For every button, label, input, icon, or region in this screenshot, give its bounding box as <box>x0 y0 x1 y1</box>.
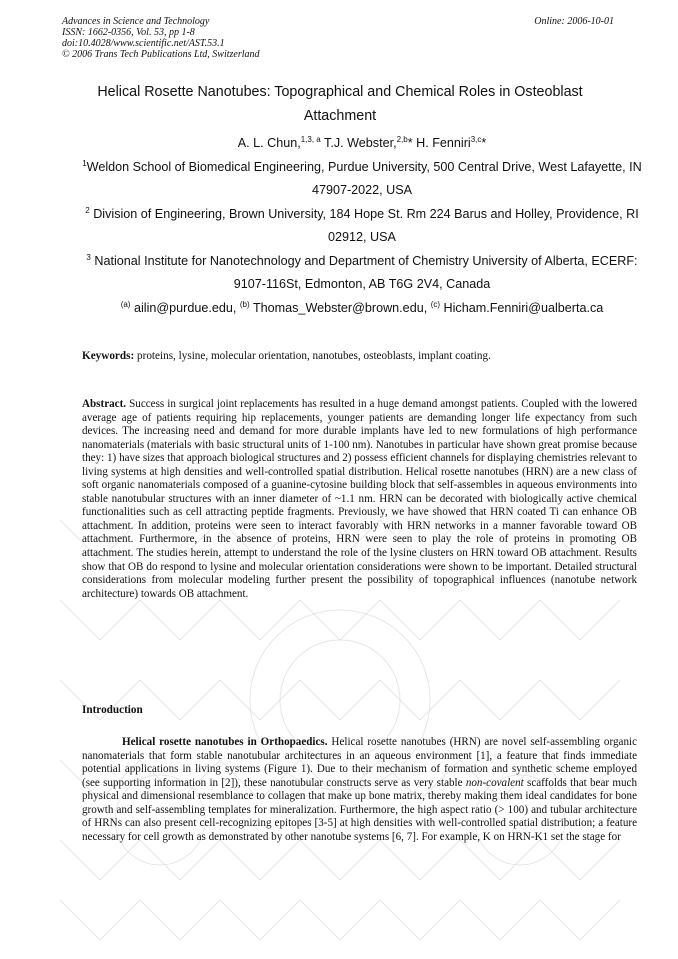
affiliation-2-sup: 2 <box>85 205 90 215</box>
affiliation-1-text: Weldon School of Biomedical Engineering, Purdue University, 500 Central Drive, West Lafayette, IN 47907-2022, USA <box>86 159 642 197</box>
issn-line: ISSN: 1662-0356, Vol. 53, pp 1-8 <box>62 27 195 38</box>
abstract-label: Abstract. <box>82 398 127 410</box>
keywords-text: proteins, lysine, molecular orientation, nanotubes, osteoblasts, implant coating. <box>134 350 491 362</box>
author-fenniri: * H. Fenniri <box>407 136 471 150</box>
affiliation-1 <box>82 156 642 203</box>
affiliation-3 <box>82 250 642 297</box>
affiliation-3-sup: 3 <box>86 252 91 262</box>
introduction-lead: Helical rosette nanotubes in Orthopaedics. <box>122 736 328 748</box>
keywords-paragraph <box>82 350 642 363</box>
email-c-sup: (c) <box>430 299 441 309</box>
abstract-paragraph <box>82 398 637 601</box>
affiliation-3-text: National Institute for Nanotechnology and Department of Chemistry University of Alberta, ECERF: 9107-116St, Edmonton, AB T6G 2V4, Canada <box>90 253 638 291</box>
affiliation-2 <box>82 203 642 250</box>
keywords-label: Keywords: <box>82 350 135 362</box>
email-b: Thomas_Webster@brown.edu, <box>249 300 431 315</box>
introduction-text-1: Helical rosette nanotubes (HRN) are novel self-assembling organic nanomaterials that form stable nanotubular architectures in an aqueous environment [1], a feature that finds immediate potential applications in living systems (Figure 1). Due to their mechanism of formation and synthetic scheme employed (see supporting information in [2]), these nanotubular constructs serve as very stable <box>82 736 637 789</box>
email-line <box>82 297 642 321</box>
paper-title: Helical Rosette Nanotubes: Topographical and Chemical Roles in Osteoblast Attachment <box>97 84 583 124</box>
author-chun: A. L. Chun, <box>237 136 301 150</box>
email-a-sup: (a) <box>120 299 131 309</box>
journal-name: Advances in Science and Technology <box>62 16 210 27</box>
doi-line: doi:10.4028/www.scientific.net/AST.53.1 <box>62 38 225 49</box>
author-webster: T.J. Webster, <box>320 136 397 150</box>
introduction-text-2: scaffolds that bear much physical and dimensional resemblance to collagen that make up bone matrix, thereby making them ideal candidates for bone growth and self-assembling templates for mineralization. Furthermore, the high aspect ratio (> 100) and tubular architecture of HRNs can also present cell-recognizing epitopes [3-5] at high densities with well-controlled spatial distribution; a feature necessary for cell growth as demonstrated by other nanotube systems [6, 7]. For example, K on HRN-K1 set the stage for <box>82 776 637 843</box>
introduction-italic-term: non-covalent <box>465 776 524 789</box>
email-b-sup: (b) <box>239 299 250 309</box>
copyright-line: © 2006 Trans Tech Publications Ltd, Switzerland <box>62 49 260 60</box>
email-c: Hicham.Fenniri@ualberta.ca <box>440 300 604 315</box>
introduction-paragraph <box>82 736 637 844</box>
authors-line <box>82 132 642 156</box>
introduction-heading: Introduction <box>82 704 143 716</box>
author-webster-sup: 2,b <box>396 135 408 144</box>
affiliation-2-text: Division of Engineering, Brown University, 184 Hope St. Rm 224 Barus and Holley, Providence, RI 02912, USA <box>89 206 639 244</box>
journal-header <box>62 16 622 60</box>
corresponding-mark: * <box>481 136 487 150</box>
abstract-text: Success in surgical joint replacements has resulted in a huge demand amongst patients. Coupled with the lowered average age of patients requiring hip replacements, younger patients are demanding longer life expectancy from such devices. The increasing need and demand for more durable implants have led to new formulations of high performance nanomaterials (materials with basic structural units of 1-100 nm). Nanotubes in particular have shown great promise because they: 1) have sizes that approach biological structures and 2) possess efficient channels for displaying chemistries relevant to living systems at high densities and well-controlled spatial distribution. Helical rosette nanotubes (HRN) are a new class of soft organic nanomaterials composed of a guanine-cytosine building block that self-assembles in aqueous environments into stable nanotubular structures with an inner diameter of ~1.1 nm. HRN can be decorated with biologically active chemical functionalities such as cell attracting peptide fragments. Previously, we have showed that HRN coated Ti can enhance OB attachment. In addition, proteins were seen to interact favorably with HRN networks in a manner favorable toward OB attachment. Furthermore, in the absence of proteins, HRN were seen to play the role of proteins in promoting OB attachment. The studies herein, attempt to understand the role of the lysine clusters on HRN toward OB attachment. Results show that OB do respond to lysine and molecular orientation considerations were shown to be important. Detailed structural considerations from molecular modeling further present the possibility of topographical influences (nanotube network architecture) towards OB attachment. <box>82 398 637 600</box>
author-fenniri-sup: 3,c <box>470 135 482 144</box>
online-date: Online: 2006-10-01 <box>534 16 614 27</box>
email-a: ailin@purdue.edu, <box>130 300 240 315</box>
author-chun-sup: 1,3, a <box>300 135 321 144</box>
author-block <box>82 132 642 320</box>
affiliation-1-sup: 1 <box>82 158 87 168</box>
